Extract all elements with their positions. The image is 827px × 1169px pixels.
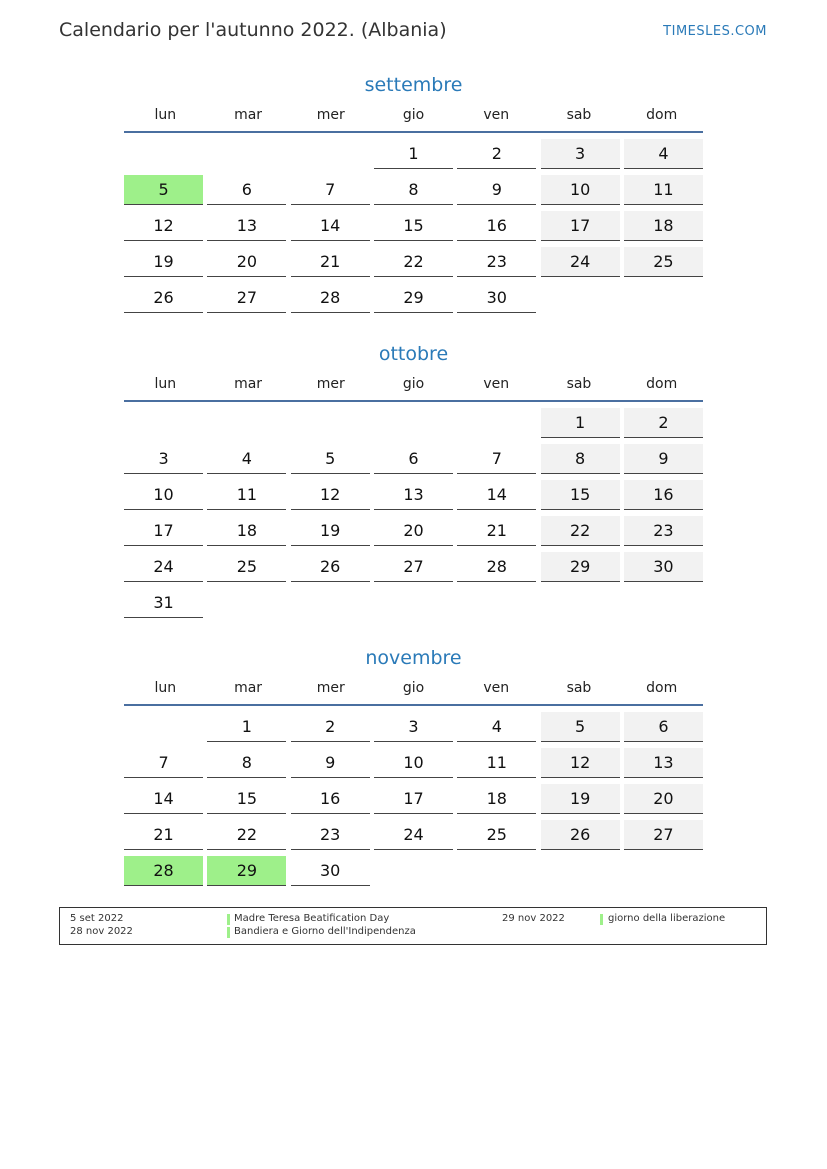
weekday-header	[124, 107, 703, 131]
week-row	[124, 480, 703, 516]
day-cell[interactable]: 22	[374, 247, 453, 277]
week-row	[124, 247, 703, 283]
weekday-label: gio	[402, 107, 425, 123]
day-cell[interactable]: 29	[541, 552, 620, 582]
day-cell[interactable]: 27	[207, 283, 286, 313]
day-cell[interactable]: 25	[624, 247, 703, 277]
day-cell[interactable]: 21	[124, 820, 203, 850]
week-row	[124, 175, 703, 211]
day-cell[interactable]: 5	[291, 444, 370, 474]
day-cell[interactable]: 18	[624, 211, 703, 241]
day-cell[interactable]: 17	[541, 211, 620, 241]
day-cell[interactable]: 7	[124, 748, 203, 778]
day-cell[interactable]: 31	[124, 588, 203, 618]
week-row	[124, 820, 703, 856]
day-cell[interactable]: 16	[457, 211, 536, 241]
day-cell[interactable]: 18	[207, 516, 286, 546]
legend-color-swatch	[227, 927, 230, 938]
day-cell[interactable]: 10	[124, 480, 203, 510]
day-cell[interactable]: 10	[541, 175, 620, 205]
day-cell[interactable]: 20	[374, 516, 453, 546]
day-cell[interactable]: 19	[291, 516, 370, 546]
day-cell[interactable]: 27	[374, 552, 453, 582]
day-cell[interactable]: 12	[124, 211, 203, 241]
day-cell[interactable]: 15	[207, 784, 286, 814]
day-cell[interactable]: 10	[374, 748, 453, 778]
day-cell[interactable]: 7	[457, 444, 536, 474]
day-cell[interactable]: 11	[207, 480, 286, 510]
day-cell[interactable]: 22	[207, 820, 286, 850]
day-cell[interactable]: 28	[457, 552, 536, 582]
weeks-grid	[124, 408, 703, 624]
day-cell[interactable]: 9	[457, 175, 536, 205]
empty-day-cell	[457, 588, 536, 618]
weeks-grid	[124, 712, 703, 892]
empty-day-cell	[624, 283, 703, 313]
empty-day-cell	[291, 139, 370, 169]
week-row	[124, 552, 703, 588]
month-ottobre	[124, 339, 703, 624]
day-cell[interactable]: 9	[291, 748, 370, 778]
week-row	[124, 408, 703, 444]
day-cell[interactable]: 21	[291, 247, 370, 277]
holiday-day-cell[interactable]: 28	[124, 856, 203, 886]
day-cell[interactable]: 23	[624, 516, 703, 546]
day-cell[interactable]: 26	[291, 552, 370, 582]
weekday-label: mar	[234, 680, 263, 696]
week-row	[124, 211, 703, 247]
holiday-day-cell[interactable]: 29	[207, 856, 286, 886]
weeks-grid	[124, 139, 703, 319]
day-cell[interactable]: 27	[624, 820, 703, 850]
day-cell[interactable]: 4	[207, 444, 286, 474]
day-cell[interactable]: 21	[457, 516, 536, 546]
weekday-label: mar	[234, 107, 263, 123]
month-name: novembre	[365, 647, 462, 669]
empty-day-cell	[291, 408, 370, 438]
day-cell[interactable]: 13	[374, 480, 453, 510]
empty-day-cell	[457, 408, 536, 438]
empty-day-cell	[291, 588, 370, 618]
legend-date: 29 nov 2022	[502, 913, 565, 924]
weekday-label: mar	[234, 376, 263, 392]
weekday-label: sab	[566, 107, 592, 123]
empty-day-cell	[541, 283, 620, 313]
weekday-header	[124, 680, 703, 704]
day-cell[interactable]: 23	[457, 247, 536, 277]
empty-day-cell	[207, 139, 286, 169]
day-cell[interactable]: 3	[541, 139, 620, 169]
empty-day-cell	[124, 139, 203, 169]
day-cell[interactable]: 24	[374, 820, 453, 850]
day-cell[interactable]: 14	[124, 784, 203, 814]
day-cell[interactable]: 19	[541, 784, 620, 814]
day-cell[interactable]: 24	[124, 552, 203, 582]
day-cell[interactable]: 13	[207, 211, 286, 241]
day-cell[interactable]: 2	[624, 408, 703, 438]
day-cell[interactable]: 22	[541, 516, 620, 546]
empty-day-cell	[124, 408, 203, 438]
weekday-label: sab	[566, 680, 592, 696]
week-row	[124, 748, 703, 784]
empty-day-cell	[457, 856, 536, 886]
empty-day-cell	[374, 588, 453, 618]
day-cell[interactable]: 26	[124, 283, 203, 313]
weekday-label: ven	[483, 107, 510, 123]
day-cell[interactable]: 16	[624, 480, 703, 510]
week-row	[124, 283, 703, 319]
legend-holiday-name: Madre Teresa Beatification Day	[234, 913, 390, 924]
day-cell[interactable]: 5	[541, 712, 620, 742]
header-divider	[124, 400, 703, 402]
day-cell[interactable]: 3	[374, 712, 453, 742]
day-cell[interactable]: 25	[457, 820, 536, 850]
weekday-label: mer	[316, 376, 345, 392]
weekday-label: mer	[316, 107, 345, 123]
weekday-label: dom	[646, 680, 678, 696]
week-row	[124, 712, 703, 748]
day-cell[interactable]: 16	[291, 784, 370, 814]
brand-logo-text[interactable]: TIMESLES.COM	[663, 24, 767, 39]
empty-day-cell	[207, 588, 286, 618]
day-cell[interactable]: 6	[624, 712, 703, 742]
day-cell[interactable]: 1	[374, 139, 453, 169]
legend-color-swatch	[227, 914, 230, 925]
day-cell[interactable]: 30	[457, 283, 536, 313]
holiday-legend	[59, 907, 767, 945]
week-row	[124, 588, 703, 624]
weekday-label: lun	[154, 107, 177, 123]
day-cell[interactable]: 9	[624, 444, 703, 474]
weekday-label: ven	[483, 376, 510, 392]
weekday-label: mer	[316, 680, 345, 696]
day-cell[interactable]: 2	[291, 712, 370, 742]
day-cell[interactable]: 4	[457, 712, 536, 742]
day-cell[interactable]: 24	[541, 247, 620, 277]
weekday-label: gio	[402, 376, 425, 392]
month-name: settembre	[364, 74, 463, 96]
month-name: ottobre	[378, 343, 449, 365]
day-cell[interactable]: 25	[207, 552, 286, 582]
empty-day-cell	[541, 856, 620, 886]
day-cell[interactable]: 29	[374, 283, 453, 313]
day-cell[interactable]: 17	[124, 516, 203, 546]
weekday-label: lun	[154, 680, 177, 696]
day-cell[interactable]: 11	[457, 748, 536, 778]
page-title: Calendario per l'autunno 2022. (Albania)	[59, 19, 447, 41]
week-row	[124, 444, 703, 480]
legend-color-swatch	[600, 914, 603, 925]
day-cell[interactable]: 8	[374, 175, 453, 205]
week-row	[124, 784, 703, 820]
day-cell[interactable]: 20	[624, 784, 703, 814]
day-cell[interactable]: 30	[291, 856, 370, 886]
day-cell[interactable]: 6	[374, 444, 453, 474]
day-cell[interactable]: 23	[291, 820, 370, 850]
day-cell[interactable]: 14	[291, 211, 370, 241]
legend-date: 28 nov 2022	[70, 926, 133, 937]
empty-day-cell	[541, 588, 620, 618]
day-cell[interactable]: 26	[541, 820, 620, 850]
day-cell[interactable]: 15	[374, 211, 453, 241]
empty-day-cell	[624, 856, 703, 886]
empty-day-cell	[374, 856, 453, 886]
legend-holiday-name: giorno della liberazione	[608, 913, 726, 924]
day-cell[interactable]: 19	[124, 247, 203, 277]
day-cell[interactable]: 7	[291, 175, 370, 205]
month-settembre	[124, 70, 703, 319]
day-cell[interactable]: 6	[207, 175, 286, 205]
day-cell[interactable]: 30	[624, 552, 703, 582]
day-cell[interactable]: 13	[624, 748, 703, 778]
empty-day-cell	[207, 408, 286, 438]
weekday-label: ven	[483, 680, 510, 696]
day-cell[interactable]: 18	[457, 784, 536, 814]
week-row	[124, 139, 703, 175]
day-cell[interactable]: 28	[291, 283, 370, 313]
week-row	[124, 856, 703, 892]
day-cell[interactable]: 15	[541, 480, 620, 510]
weekday-label: dom	[646, 376, 678, 392]
day-cell[interactable]: 4	[624, 139, 703, 169]
day-cell[interactable]: 8	[541, 444, 620, 474]
header-divider	[124, 131, 703, 133]
weekday-label: sab	[566, 376, 592, 392]
empty-day-cell	[124, 712, 203, 742]
day-cell[interactable]: 12	[291, 480, 370, 510]
weekday-label: gio	[402, 680, 425, 696]
day-cell[interactable]: 8	[207, 748, 286, 778]
day-cell[interactable]: 14	[457, 480, 536, 510]
header-divider	[124, 704, 703, 706]
legend-holiday-name: Bandiera e Giorno dell'Indipendenza	[234, 926, 416, 937]
weekday-header	[124, 376, 703, 400]
day-cell[interactable]: 11	[624, 175, 703, 205]
empty-day-cell	[624, 588, 703, 618]
holiday-day-cell[interactable]: 5	[124, 175, 203, 205]
day-cell[interactable]: 2	[457, 139, 536, 169]
day-cell[interactable]: 17	[374, 784, 453, 814]
week-row	[124, 516, 703, 552]
empty-day-cell	[374, 408, 453, 438]
weekday-label: lun	[154, 376, 177, 392]
day-cell[interactable]: 1	[541, 408, 620, 438]
weekday-label: dom	[646, 107, 678, 123]
day-cell[interactable]: 1	[207, 712, 286, 742]
month-novembre	[124, 643, 703, 892]
day-cell[interactable]: 3	[124, 444, 203, 474]
day-cell[interactable]: 12	[541, 748, 620, 778]
day-cell[interactable]: 20	[207, 247, 286, 277]
legend-date: 5 set 2022	[70, 913, 124, 924]
